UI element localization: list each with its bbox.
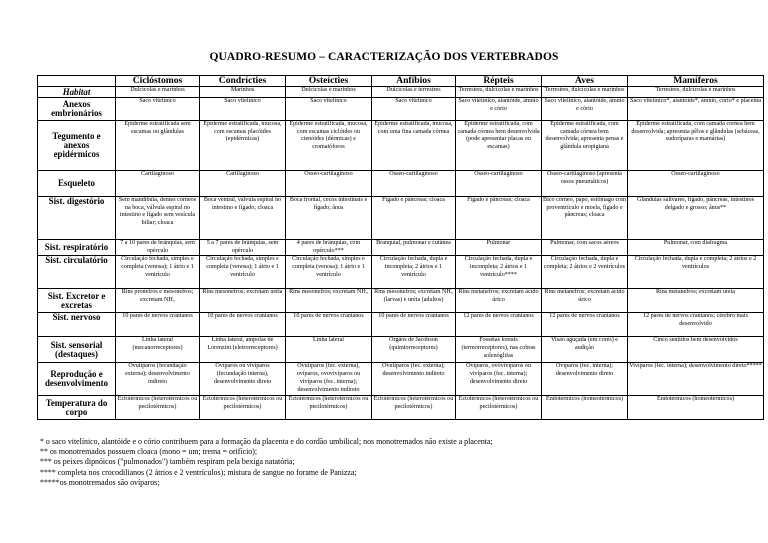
table-row-anexos: [38, 98, 764, 121]
table-cell: Terrestres, dulcícolas e marinhos: [628, 87, 764, 98]
table-cell: Fígado e pâncreas; cloaca: [372, 197, 456, 240]
table-cell: Endotérmicos (homeotérmicos): [542, 396, 628, 420]
table-cell: Terrestres, dulcícolas e marinhos: [542, 87, 628, 98]
table-cell: Terrestres, dulcícolas e marinhos: [456, 87, 542, 98]
table-cell: Fossetas loreais (termorreceptores), nas cobras solenóglifas: [456, 337, 542, 363]
table-cell: Circulação fechada, dupla e incompleta; 2 átrios e 1 ventrículo: [372, 256, 456, 289]
table-cell: Vivíparos (fec. interna); desenvolvimento direto*****: [628, 363, 764, 396]
row-label: Reprodução e desenvolvimento: [38, 363, 116, 396]
table-header-row: [38, 76, 764, 87]
table-cell: Branquial, pulmonar e cutânea: [372, 240, 456, 256]
header-ciclostomos: Ciclóstomos: [116, 76, 200, 87]
table-cell: Epiderme estratificada, com camada córnea bem desenvolvida (pode apresentar placas ou escamas): [456, 121, 542, 171]
table-row-nervoso: [38, 313, 764, 337]
table-cell: Ovulíparos (fec. externa), ovíparos, ovovivíparos ou vivíparos (fec. interna); desenvolvimento indireto: [286, 363, 372, 396]
header-corner: [38, 76, 116, 87]
table-row-tegumento: [38, 121, 764, 171]
table-cell: Epiderme estratificada, com camada córnea bem desenvolvida; apresenta penas e glândula uropigiana: [542, 121, 628, 171]
row-label: Sist. circulatório: [38, 256, 116, 289]
table-row-respiratorio: [38, 240, 764, 256]
table-cell: Saco vitelínico: [116, 98, 200, 121]
table-cell: Fígado e pâncreas; cloaca: [456, 197, 542, 240]
table-cell: Rins metanefros; excretam ácido úrico: [456, 289, 542, 313]
table-cell: Saco vitelínico, alantóide, âmnio e cório: [542, 98, 628, 121]
table-cell: Ósseo-cartilaginoso (apresenta ossos pneumáticos): [542, 171, 628, 197]
table-cell: 10 pares de nervos cranianos: [286, 313, 372, 337]
table-row-circulatorio: [38, 256, 764, 289]
table-cell: Epiderme estratificada, mucosa, com uma fina camada córnea: [372, 121, 456, 171]
row-label: Anexos embrionários: [38, 98, 116, 121]
table-cell: Rins metanefros; excretam uréia: [628, 289, 764, 313]
table-cell: 4 pares de brânquias, com opérculo***: [286, 240, 372, 256]
row-label: Sist. Excretor e excretas: [38, 289, 116, 313]
header-osteicties: Osteícties: [286, 76, 372, 87]
table-cell: Epiderme estratificada, mucosa, com escamas placóides (epidérmicas): [200, 121, 286, 171]
table-cell: Ovíparos (fec. interna); desenvolvimento direto: [542, 363, 628, 396]
table-cell: Pulmonar, com sacos aéreos: [542, 240, 628, 256]
footnote: *** os peixes dipnóicos ("pulmonados") também respiram pela bexiga natatória;: [40, 457, 295, 467]
table-cell: Rins pronefros e mesonefros; excretam NH₃: [116, 289, 200, 313]
table-cell: Glândulas salivares, fígado, pâncreas, intestinos delgado e grosso; ânus**: [628, 197, 764, 240]
table-cell: Ósseo-cartilaginoso: [456, 171, 542, 197]
table-row-reproducao: [38, 363, 764, 396]
table-cell: Epiderme estratificada sem escamas ou glândulas: [116, 121, 200, 171]
table-cell: Ovíparos, ovovivíparos ou vivíparos (fec. interna); desenvolvimento direto: [456, 363, 542, 396]
footnote: ** os monotremados possuem cloaca (mono = um; trema = orifício);: [40, 447, 258, 457]
table-cell: Boca ventral, válvula espiral no intestino e fígado; cloaca: [200, 197, 286, 240]
table-cell: Circulação fechada, simples e completa (venosa); 1 átrio e 1 ventrículo: [286, 256, 372, 289]
row-label: Esqueleto: [38, 171, 116, 197]
page-title: QUADRO-RESUMO – CARACTERIZAÇÃO DOS VERTEBRADOS: [209, 51, 559, 63]
table-cell: Circulação fechada, dupla e completa; 2 átrios e 2 ventrículos: [628, 256, 764, 289]
footnote: * o saco vitelínico, alantóide e o cório contribuem para a formação da placenta e do cordão umbilical; nos monotremados não existe a placenta;: [40, 437, 493, 446]
table-cell: Ectotérmicos (heterotérmicos ou pecilotérmicos): [200, 396, 286, 420]
row-label: Sist. sensorial (destaques): [38, 337, 116, 363]
footnote: *****os monotremados são ovíparos;: [40, 477, 160, 487]
table-cell: Rins mesonefros; excretam uréia: [200, 289, 286, 313]
table-cell: Ovulíparos (fec. externa); desenvolvimento indireto: [372, 363, 456, 396]
table-cell: Circulação fechada, dupla e completa; 2 átrios e 2 ventrículos: [542, 256, 628, 289]
row-label: Sist. digestório: [38, 197, 116, 240]
table-cell: Ectotérmicos (heterotérmicos ou pecilotérmicos): [372, 396, 456, 420]
row-label: Sist. nervoso: [38, 313, 116, 337]
table-cell: 12 pares de nervos cranianos: [542, 313, 628, 337]
table-cell: 10 pares de nervos cranianos: [116, 313, 200, 337]
table-cell: Rins mesonefros; excretam NH₃ (larvas) e uréia (adultos): [372, 289, 456, 313]
table-cell: Órgãos de Jacobson (quimiorreceptores): [372, 337, 456, 363]
table-cell: Ectotérmicos (heterotérmicos ou pecilotérmicos): [456, 396, 542, 420]
table-cell: Boca frontal, cecos intestinais e fígado; ânus: [286, 197, 372, 240]
table-row-sensorial: [38, 337, 764, 363]
table-cell: Sem mandíbula, dentes córneos na boca, válvula espiral no intestino e fígado sem vesícula biliar; cloaca: [116, 197, 200, 240]
table-cell: Rins metanefros; excretam ácido úrico: [542, 289, 628, 313]
table-cell: Pulmonar, com diafragma: [628, 240, 764, 256]
table-cell: Saco vitelínico: [200, 98, 286, 121]
table-cell: 10 pares de nervos cranianos: [200, 313, 286, 337]
row-label: Sist. respiratório: [38, 240, 116, 256]
table-cell: Epiderme estratificada, mucosa, com escamas ciclóides ou ctenóides (dérmicas) e cromatóforos: [286, 121, 372, 171]
table-cell: Ósseo-cartilaginoso: [372, 171, 456, 197]
table-cell: Bico córneo, papo, estômago com proventrículo e moela, fígado e pâncreas; cloaca: [542, 197, 628, 240]
table-cell: Cartilaginoso: [200, 171, 286, 197]
table-cell: Saco vitelínico, alantóide, âmnio e cório: [456, 98, 542, 121]
table-row-digestorio: [38, 197, 764, 240]
table-cell: 7 a 10 pares de brânquias, sem opérculo: [116, 240, 200, 256]
table-cell: Cartilaginoso: [116, 171, 200, 197]
table-cell: Linha lateral: [286, 337, 372, 363]
table-cell: Circulação fechada, simples e completa (venosa); 1 átrio e 1 ventrículo: [200, 256, 286, 289]
table-cell: Circulação fechada, simples e completa (venosa); 1 átrio e 1 ventrículo: [116, 256, 200, 289]
table-cell: Circulação fechada, dupla e incompleta; 2 átrios e 1 ventrículo****: [456, 256, 542, 289]
table-cell: 12 pares de nervos cranianos: [456, 313, 542, 337]
table-cell: Ósseo-cartilaginoso: [286, 171, 372, 197]
table-cell: Saco vitelínico: [372, 98, 456, 121]
table-cell: Linha lateral (mecanorreceptores): [116, 337, 200, 363]
table-cell: Ectotérmicos (heterotérmicos ou pecilotérmicos): [116, 396, 200, 420]
table-cell: Ósseo-cartilaginoso: [628, 171, 764, 197]
table-cell: Endotérmicos (homeotérmicos): [628, 396, 764, 420]
table-cell: Visão aguçada (em cores) e audição: [542, 337, 628, 363]
table-cell: 12 pares de nervos cranianos; cérebro mais desenvolvido: [628, 313, 764, 337]
table-cell: Epiderme estratificada, com camada córnea bem desenvolvida; apresenta pêlos e glândulas (sebáceas, sudoríparas e mamárias): [628, 121, 764, 171]
table-cell: Linha lateral, ampolas de Lorenzini (eletrorreceptores): [200, 337, 286, 363]
row-label: Temperatura do corpo: [38, 396, 116, 420]
table-cell: Ovulíparos (fecundação externa); desenvolvimento indireto: [116, 363, 200, 396]
table-row-temperatura: [38, 396, 764, 420]
table-cell: Saco vitelínico: [286, 98, 372, 121]
header-repteis: Répteis: [456, 76, 542, 87]
table-cell: Ovíparos ou vivíparos (fecundação interna), desenvolvimento direto: [200, 363, 286, 396]
table-cell: Saco vitelínico*, alantóide*, âmnio, cório* e placenta: [628, 98, 764, 121]
row-label: Habitat: [38, 87, 116, 98]
header-aves: Aves: [542, 76, 628, 87]
footnotes: [40, 437, 766, 488]
table-row-esqueleto: [38, 171, 764, 197]
table-cell: Pulmonar: [456, 240, 542, 256]
row-label: Tegumento e anexos epidérmicos: [38, 121, 116, 171]
header-mamiferos: Mamíferos: [628, 76, 764, 87]
table-cell: Cinco sentidos bem desenvolvidos: [628, 337, 764, 363]
table-cell: Ectotérmicos (heterotérmicos ou pecilotérmicos): [286, 396, 372, 420]
table-row-habitat: [38, 87, 764, 98]
table-cell: Dulcícolas e marinhos: [116, 87, 200, 98]
summary-table: [37, 75, 764, 420]
footnote: **** completa nos crocodilianos (2 átrios e 2 ventrículos); mistura de sangue no forame de Panizza;: [40, 467, 357, 477]
table-cell: 5 a 7 pares de brânquias, sem opérculo: [200, 240, 286, 256]
table-row-excretor: [38, 289, 764, 313]
header-condricties: Condrícties: [200, 76, 286, 87]
table-cell: 10 pares de nervos cranianos: [372, 313, 456, 337]
table-cell: Dulcícolas e terrestres: [372, 87, 456, 98]
table-cell: Rins mesonefros; excretam NH₃: [286, 289, 372, 313]
table-cell: Marinhos: [200, 87, 286, 98]
table-cell: Dulcícolas e marinhos: [286, 87, 372, 98]
header-anfibios: Anfíbios: [372, 76, 456, 87]
